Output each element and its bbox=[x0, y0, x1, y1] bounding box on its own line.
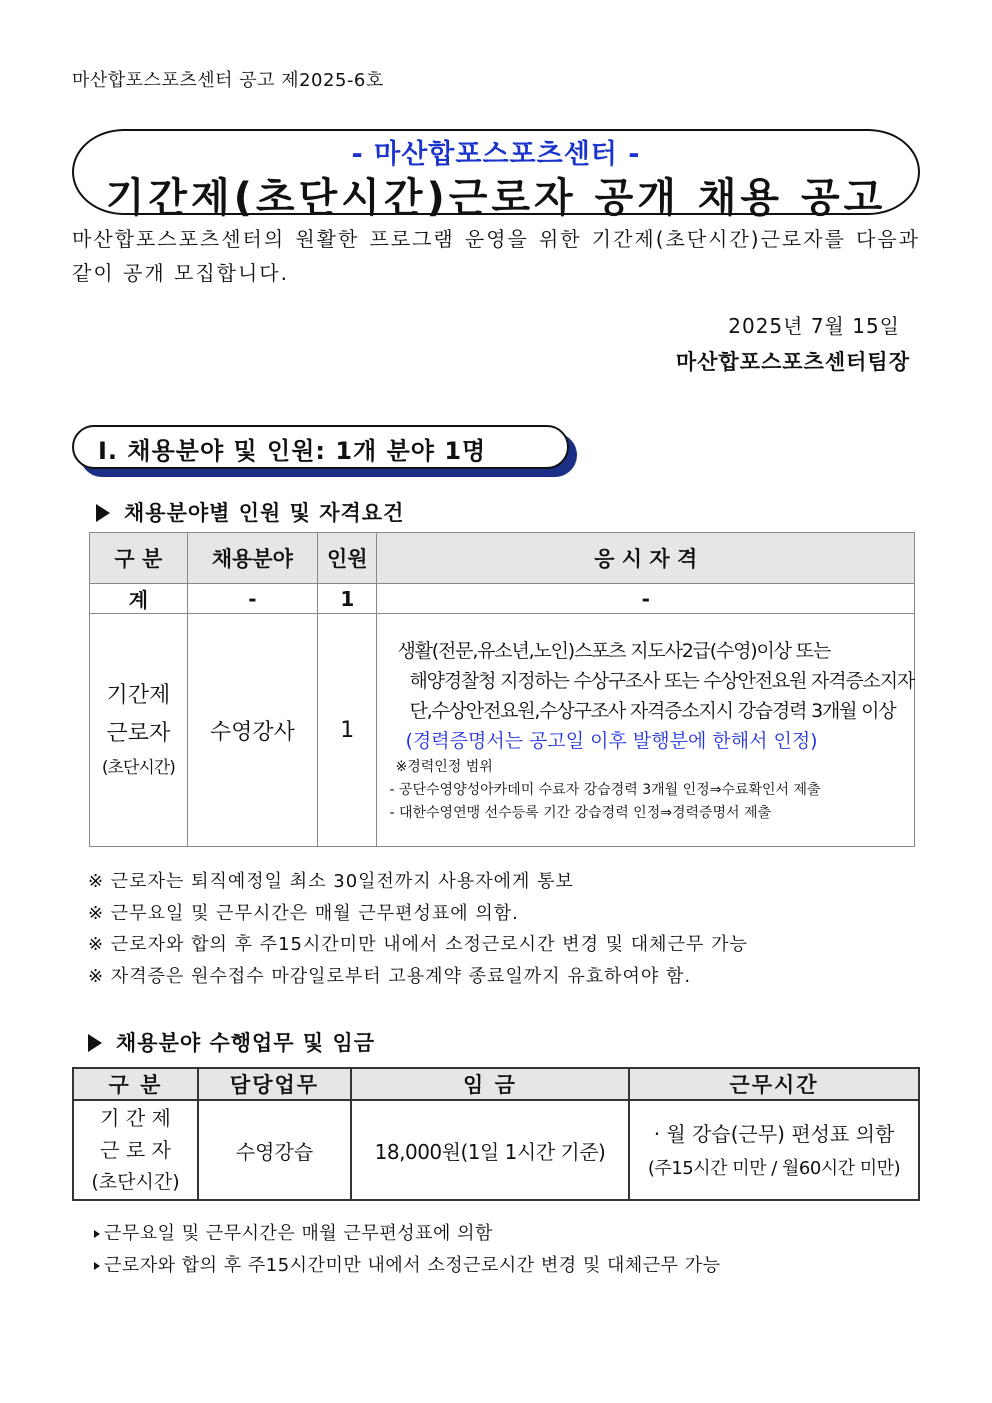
header-field: 채용분야 bbox=[187, 533, 317, 584]
header-count: 인원 bbox=[318, 533, 377, 584]
note-item: ※ 자격증은 원수접수 마감일로부터 고용계약 종료일까지 유효하여야 함. bbox=[88, 965, 692, 987]
note-item: ※ 근무요일 및 근무시간은 매월 근무편성표에 의함. bbox=[88, 902, 519, 924]
section1-banner bbox=[72, 425, 577, 477]
list-item bbox=[94, 1218, 721, 1250]
table1-heading: 채용분야별 인원 및 자격요건 bbox=[124, 501, 405, 525]
category-line2: 근 로 자 bbox=[100, 1138, 171, 1162]
qual-line1: 생활(전문,유소년,노인)스포츠 지도사2급(수영)이상 또는 bbox=[397, 639, 830, 662]
signer: 마산합포스포츠센터팀장 bbox=[675, 350, 910, 374]
row-field: 수영강사 bbox=[187, 614, 317, 847]
header-category: 구 분 bbox=[73, 1068, 198, 1100]
total-row bbox=[90, 584, 915, 614]
table2-heading: 채용분야 수행업무 및 임금 bbox=[116, 1031, 376, 1055]
notes-list bbox=[88, 866, 748, 992]
notice-number: 마산합포스포츠센터 공고 제2025-6호 bbox=[72, 70, 384, 91]
category-line3: (초단시간) bbox=[91, 1171, 180, 1193]
bullet-icon bbox=[94, 1262, 100, 1270]
document-subtitle: - 마산합포스포츠센터 - bbox=[351, 139, 641, 170]
note-item: ※ 근로자는 퇴직예정일 최소 30일전까지 사용자에게 통보 bbox=[88, 871, 574, 892]
bullet-icon bbox=[94, 1230, 100, 1238]
table-row bbox=[73, 1100, 919, 1200]
announcement-date: 2025년 7월 15일 bbox=[728, 314, 900, 338]
row-qualification bbox=[377, 614, 915, 847]
row-category bbox=[90, 614, 188, 847]
category-line1: 기간제 bbox=[106, 683, 171, 708]
career-item1: - 공단수영양성아카데미 수료자 강습경력 3개월 인정⇒수료확인서 제출 bbox=[389, 781, 821, 798]
note-item: ※ 근로자와 합의 후 주15시간미만 내에서 소정근로시간 변경 및 대체근무 가능 bbox=[88, 934, 748, 955]
header-qualification: 응 시 자 격 bbox=[377, 533, 915, 584]
row-count: 1 bbox=[318, 614, 377, 847]
header-hours: 근무시간 bbox=[629, 1068, 919, 1100]
bullet-text: 근무요일 및 근무시간은 매월 근무편성표에 의함 bbox=[104, 1223, 493, 1244]
intro-paragraph: 마산합포스포츠센터의 원활한 프로그램 운영을 위한 기간제(초단시간)근로자를 다음과 같이 공개 모집합니다. bbox=[72, 227, 920, 285]
total-field: - bbox=[187, 584, 317, 614]
row-duty: 수영강습 bbox=[198, 1100, 351, 1200]
total-qualification: - bbox=[377, 584, 915, 614]
document-title: 기간제(초단시간)근로자 공개 채용 공고 bbox=[105, 175, 887, 221]
career-title: ※경력인정 범위 bbox=[395, 758, 493, 775]
qualification-table bbox=[89, 532, 915, 847]
qual-note: (경력증명서는 공고일 이후 발행분에 한해서 인정) bbox=[405, 729, 818, 752]
hours-line1: · 월 강습(근무) 편성표 의함 bbox=[653, 1122, 895, 1146]
table-header-row bbox=[73, 1068, 919, 1100]
header-duty: 담당업무 bbox=[198, 1068, 351, 1100]
qual-line3: 단,수상안전요원,수상구조사 자격증소지시 강습경력 3개월 이상 bbox=[409, 699, 896, 722]
table1-heading-wrap bbox=[96, 497, 404, 527]
section1-title: Ⅰ. 채용분야 및 인원: 1개 분야 1명 bbox=[98, 437, 487, 465]
qual-line2: 해양경찰청 지정하는 수상구조사 또는 수상안전요원 자격증소지자 bbox=[409, 669, 914, 692]
category-line3: (초단시간) bbox=[101, 758, 175, 778]
row-wage: 18,000원(1일 1시간 기준) bbox=[351, 1100, 629, 1200]
table-header-row bbox=[90, 533, 915, 584]
row-category bbox=[73, 1100, 198, 1200]
total-label: 계 bbox=[90, 584, 188, 614]
hours-line2: (주15시간 미만 / 월60시간 미만) bbox=[647, 1158, 901, 1179]
list-item bbox=[94, 1250, 721, 1282]
total-count: 1 bbox=[318, 584, 377, 614]
arrow-right-icon bbox=[96, 504, 110, 522]
table2-heading-wrap bbox=[88, 1027, 375, 1057]
bullet-text: 근로자와 합의 후 주15시간미만 내에서 소정근로시간 변경 및 대체근무 가능 bbox=[104, 1255, 721, 1276]
arrow-right-icon bbox=[88, 1034, 102, 1052]
table-row bbox=[90, 614, 915, 847]
row-hours bbox=[629, 1100, 919, 1200]
header-category: 구 분 bbox=[90, 533, 188, 584]
category-line1: 기 간 제 bbox=[100, 1106, 171, 1130]
category-line2: 근로자 bbox=[106, 721, 171, 746]
career-item2: - 대한수영연맹 선수등록 기간 강습경력 인정⇒경력증명서 제출 bbox=[389, 804, 772, 821]
duty-wage-table bbox=[72, 1067, 920, 1201]
header-wage: 임 금 bbox=[351, 1068, 629, 1100]
bullet-list bbox=[94, 1218, 721, 1282]
